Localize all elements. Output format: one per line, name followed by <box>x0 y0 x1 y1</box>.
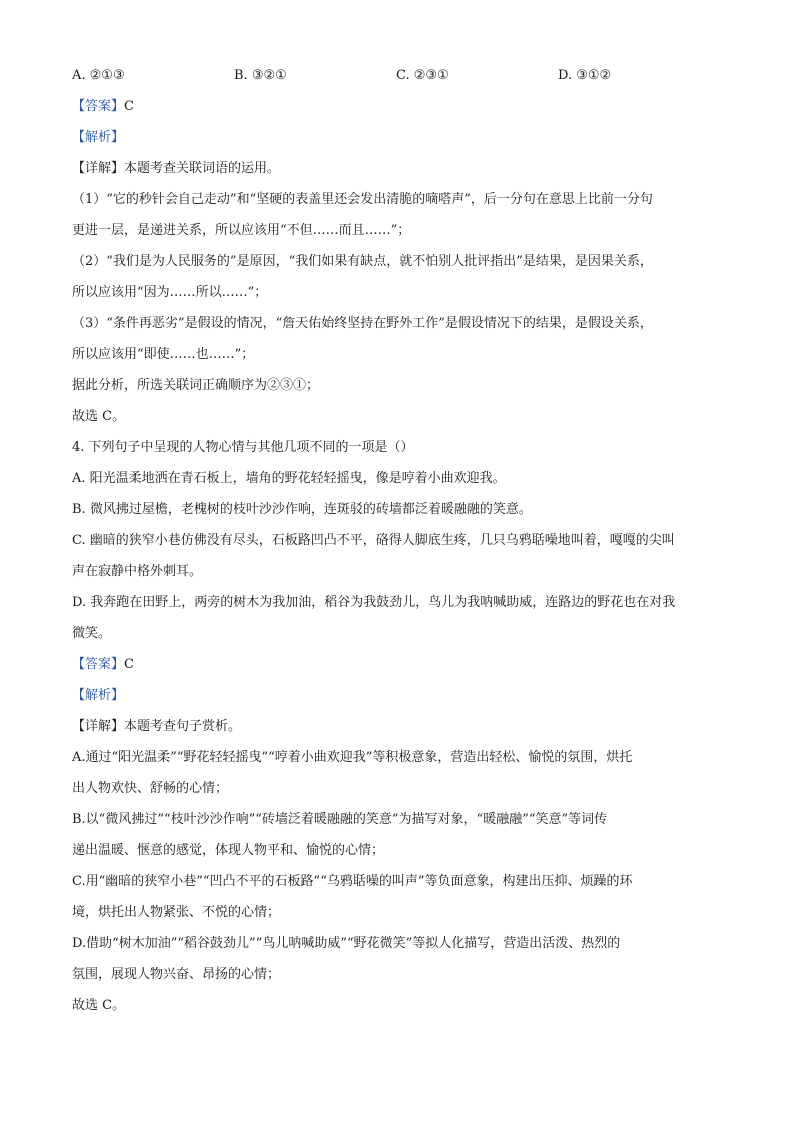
q3-answer <box>72 93 732 124</box>
q4-detail-line: D.借助“树木加油”“稻谷鼓劲儿”“鸟儿呐喊助威”“野花微笑”等拟人化描写，营造出活泼、热烈的 <box>72 936 621 951</box>
q4-detail-line: 递出温暖、惬意的感觉，体现人物平和、愉悦的心情； <box>72 843 385 858</box>
detail-tag: 【详解】 <box>72 161 125 176</box>
answer-value: C <box>124 99 134 114</box>
q3-detail-line: （1）“它的秒针会自己走动”和“坚硬的表盖里还会发出清脆的嘀嗒声”，后一分句在意思上比前一分句 <box>72 192 653 207</box>
detail-tag: 【详解】 <box>72 719 125 734</box>
q4-option-b: B. 微风拂过屋檐，老槐树的枝叶沙沙作响，连斑驳的砖墙都泛着暖融融的笑意。 <box>72 502 532 517</box>
q3-detail-line: （2）“我们是为人民服务的”是原因，“我们如果有缺点，就不怕别人批评指出”是结果，是因果关系， <box>72 254 653 269</box>
q4-option-d: D. 我奔跑在田野上，两旁的树木为我加油，稻谷为我鼓劲儿，鸟儿为我呐喊助威，连路边的野花也在对我 <box>72 595 676 610</box>
q4-detail-line: 出人物欢快、舒畅的心情； <box>72 781 229 796</box>
q4-detail-line <box>72 713 732 744</box>
analysis-tag: 【解析】 <box>72 688 125 703</box>
q4-analysis-heading <box>72 682 732 713</box>
q4-detail-line: C.用“幽暗的狭窄小巷”“凹凸不平的石板路”“乌鸦聒噪的叫声”等负面意象，构建出压抑、烦躁的环 <box>72 874 633 889</box>
q3-detail-line: 更进一层，是递进关系，所以应该用“不但……而且……”； <box>72 223 411 238</box>
q4-answer <box>72 651 732 682</box>
q3-option-c: C. ②③① <box>396 68 449 83</box>
q4-option-d-cont: 微笑。 <box>72 626 112 641</box>
analysis-tag: 【解析】 <box>72 130 125 145</box>
q4-detail-line: B.以“微风拂过”“枝叶沙沙作响”“砖墙泛着暖融融的笑意”为描写对象，“暖融融”“笑意”等词传 <box>72 812 608 827</box>
q3-option-b: B. ③②① <box>234 68 287 83</box>
q3-detail-line: 据此分析，所选关联词正确顺序为②③①； <box>72 378 320 393</box>
q3-option-d: D. ③①② <box>558 68 612 83</box>
document-page <box>72 62 732 1023</box>
q4-option-a: A. 阳光温柔地洒在青石板上，墙角的野花轻轻摇曳，像是哼着小曲欢迎我。 <box>72 471 506 486</box>
answer-value: C <box>124 657 134 672</box>
q4-detail-line: A.通过“阳光温柔”“野花轻轻摇曳”“哼着小曲欢迎我”等积极意象，营造出轻松、愉悦的氛围，烘托 <box>72 750 633 765</box>
q3-options <box>72 62 732 93</box>
q3-analysis-heading <box>72 124 732 155</box>
q4-detail-line: 境，烘托出人物紧张、不悦的心情； <box>72 905 281 920</box>
q3-detail-line: 所以应该用“因为……所以……”； <box>72 285 268 300</box>
q3-detail-line: 故选 C。 <box>72 409 126 424</box>
q4-question: 4. 下列句子中呈现的人物心情与其他几项不同的一项是（） <box>72 440 414 455</box>
q4-option-c-cont: 声在寂静中格外刺耳。 <box>72 564 203 579</box>
answer-tag: 【答案】 <box>72 99 125 114</box>
q4-detail-line: 氛围，展现人物兴奋、昂扬的心情； <box>72 967 281 982</box>
q4-option-c: C. 幽暗的狭窄小巷仿佛没有尽头，石板路凹凸不平，硌得人脚底生疼，几只乌鸦聒噪地叫着，嘎嘎的尖叫 <box>72 533 675 548</box>
answer-tag: 【答案】 <box>72 657 125 672</box>
q4-detail-line: 故选 C。 <box>72 998 126 1013</box>
detail-text: 本题考查关联词语的运用。 <box>124 161 281 176</box>
detail-text: 本题考查句子赏析。 <box>124 719 242 734</box>
q3-detail-line: 所以应该用“即使……也……”； <box>72 347 255 362</box>
q3-detail-line: （3）“条件再恶劣”是假设的情况，“詹天佑始终坚持在野外工作”是假设情况下的结果，是假设关系， <box>72 316 653 331</box>
q3-detail-line <box>72 155 732 186</box>
q3-option-a: A. ②①③ <box>72 68 125 83</box>
